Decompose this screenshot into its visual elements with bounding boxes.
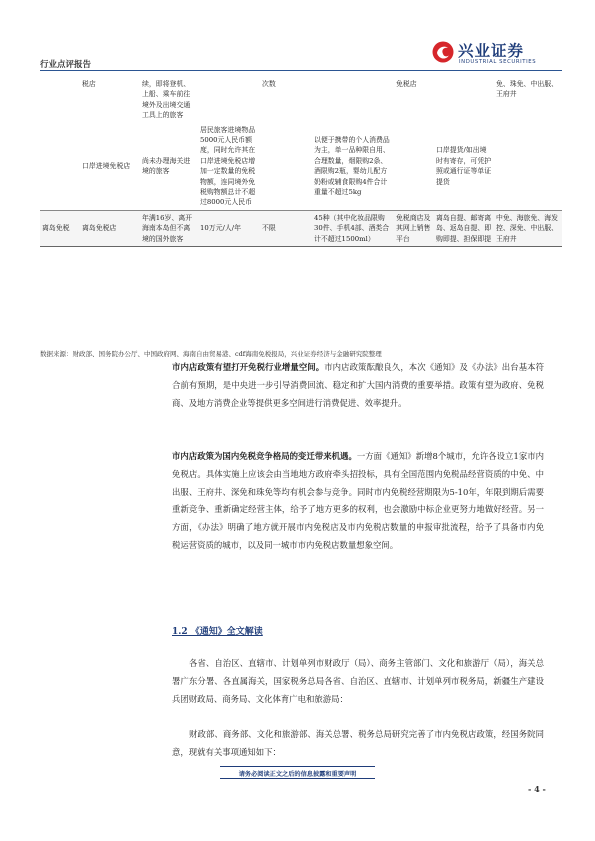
- table-cell: 离岛自提、邮寄离岛、返岛自提、即购即提、担保即提: [434, 210, 494, 246]
- table-cell: 尚未办理海关进境的旅客: [142, 156, 191, 176]
- table-cell: 45种（其中化妆品限购30件、手机4部、酒类合计不超过1500ml）: [312, 210, 394, 246]
- paragraph-lead: 市内店政策有望打开免税行业增量空间。: [172, 362, 325, 372]
- company-logo: [432, 38, 562, 68]
- header-divider: [40, 70, 562, 71]
- table-cell: [312, 79, 394, 123]
- table-cell: 免、珠免、中出服、王府井: [496, 80, 559, 99]
- data-source-note: 数据来源：财政部、国务院办公厅、中国政府网、海南自由贸易港、cdf海南免税报局，兴业证券经济与金融研究院整理: [40, 350, 382, 358]
- footer-divider: [220, 778, 375, 779]
- paragraph-body: 市内店政策酝酿良久，本次《通知》及《办法》出台基本符合前有预期，是中央进一步引导消费回流、稳定和扩大国内消费的重要举措。政策有望为政府、免税商、及地方消费企业等提供更多空间进行消费促进、效率提升。: [172, 362, 545, 408]
- table-cell: 居民旅客进境物品5000元人民币额度，同时允许其在口岸进境免税店增加一定数量的免税物额，连同境外免税购物额总计不超过8000元人民币: [200, 125, 256, 207]
- paragraph-3: 各省、自治区、直辖市、计划单列市财政厅（局）、商务主管部门、文化和旅游厅（局），海关总署广东分署、各直属海关，国家税务总局各省、自治区、直辖市、计划单列市税务局，新疆生产建设兵团财政局、商务局、文化体育广电和旅游局：: [172, 658, 544, 704]
- logo-chinese-name: 兴业证券: [458, 42, 525, 60]
- report-type-label: 行业点评报告: [40, 60, 92, 70]
- table-row: [40, 79, 562, 123]
- paragraph-lead: 市内店政策为国内免税竞争格局的变迁带来机遇。: [172, 451, 357, 461]
- table-cell: [40, 123, 80, 211]
- table-cell: 口岸进境免税店: [82, 162, 131, 171]
- table-cell: 免税商店及其网上销售平台: [394, 210, 434, 246]
- table-cell: 10万元/人/年: [198, 210, 260, 246]
- table-cell: 离岛免税店: [80, 210, 140, 246]
- logo-mark-icon: [432, 41, 454, 63]
- table-cell: 续，即将登机、上船、乘车前往境外及出境交通工具上的旅客: [142, 80, 191, 120]
- table-cell: 不限: [260, 210, 312, 246]
- footer-divider: [220, 766, 375, 767]
- table-cell: [260, 123, 312, 211]
- table-row: [40, 210, 562, 246]
- table-cell: [434, 79, 494, 123]
- table-cell: [40, 79, 80, 123]
- table-cell: 税店: [82, 80, 96, 88]
- section-heading: 1.2 《通知》全文解读: [172, 627, 263, 637]
- table-cell: 口岸提货/如出境时有寄存，可凭护照或通行证等单证提货: [436, 146, 492, 186]
- table-cell: [394, 123, 434, 211]
- paragraph-body: 一方面《通知》新增8个城市，允许各设立1家市内免税店。具体实施上应该会由当地地方政府牵头招投标，具有全国范围内免税品经营资质的中免、中出服、王府井、深免和珠免等均有机会参与竞争。同时市内免税经营期限为5-10年，年限到期后需要重新竞争、重新确定经营主体，给予了地方更多的权利，也会激励中标企业更努力地做好经营。另一方面，《办法》明确了地方就开展市内免税店及市内免税店数量的申报审批流程，给予了具备市内免税运营资质的城市，以及同一城市市内免税店数量想象空间。: [172, 451, 544, 550]
- table-cell: 离岛免税: [40, 210, 80, 246]
- table-cell: 以便于携带的个人消费品为主，单一品种限自用、合理数量，烟限购2条、酒限购2瓶，婴幼儿配方奶粉或辅食限购4件合计重量不超过5kg: [314, 136, 390, 197]
- table-cell: [494, 123, 562, 211]
- paragraph-1: [172, 359, 544, 412]
- paragraph-2: [172, 448, 544, 555]
- table-row: [40, 123, 562, 211]
- duty-free-policy-table: [40, 79, 562, 247]
- table-cell: 中免、海旅免、海发控、深免、中出服、王府井: [494, 210, 562, 246]
- table-cell: 年满16岁、离开海南本岛但不离境的国外旅客: [140, 210, 198, 246]
- table-cell: 次数: [262, 80, 276, 88]
- table-cell: 免税店: [396, 80, 417, 88]
- page-number: - 4 -: [528, 784, 546, 794]
- paragraph-4: 财政部、商务部、文化和旅游部、海关总署、税务总局研究完善了市内免税店政策，经国务院同意，现就有关事项通知如下：: [172, 729, 544, 757]
- table-cell: [198, 79, 260, 123]
- disclaimer-note: 请务必阅读正文之后的信息披露和重要声明: [238, 771, 357, 778]
- logo-english-name: INDUSTRIAL SECURITIES: [459, 59, 537, 65]
